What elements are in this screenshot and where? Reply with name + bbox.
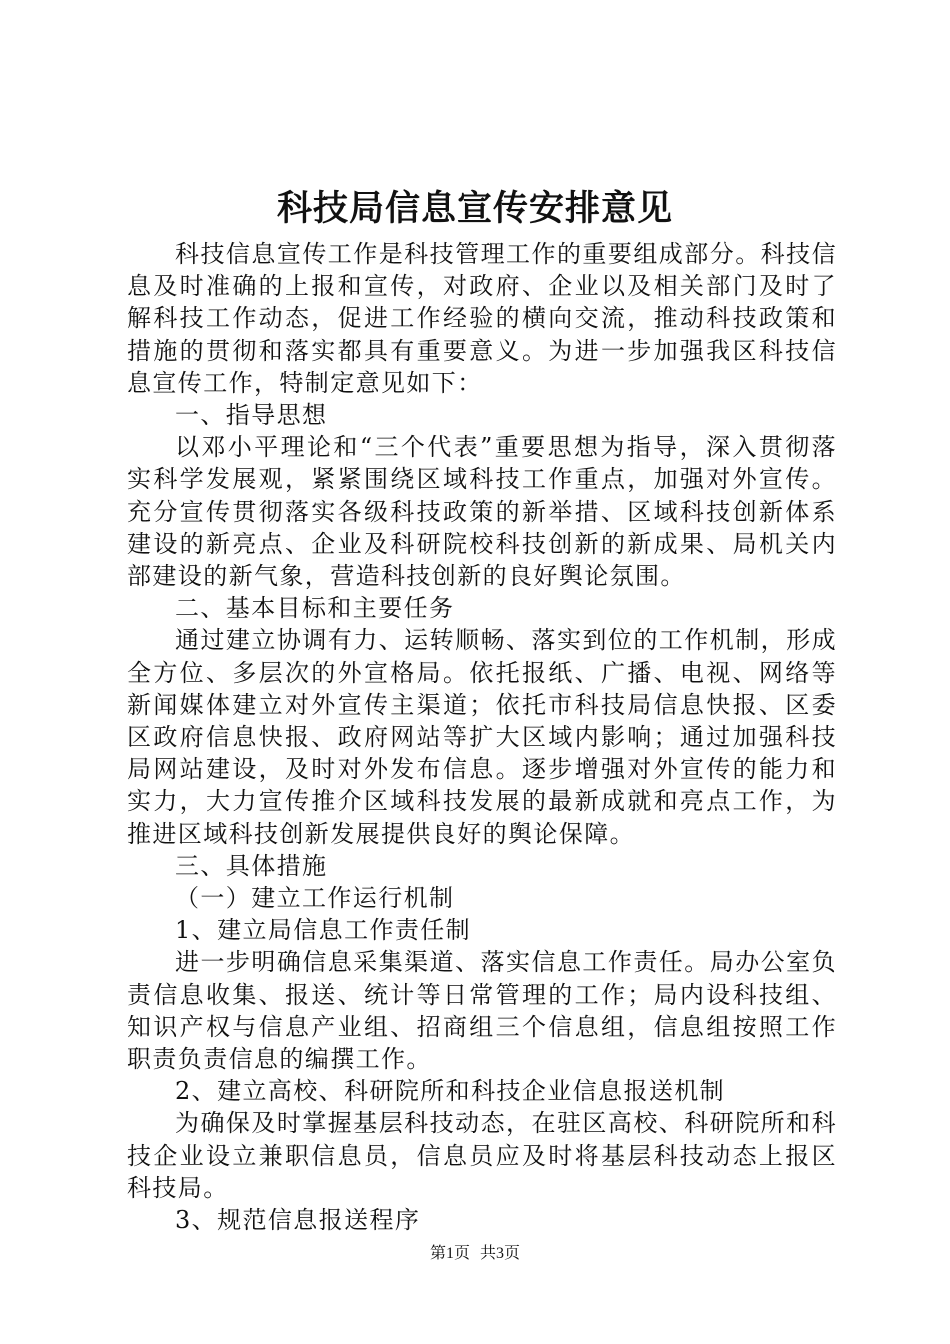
reporting-mechanism-paragraph: 为确保及时掌握基层科技动态，在驻区高校、科研院所和科技企业设立兼职信息员，信息员应及时将基层科技动态上报区科技局。 [127, 1109, 837, 1202]
page-footer [0, 1243, 950, 1265]
page-number: 第1页 [429, 1245, 470, 1262]
section-heading-guiding-ideology: 一、指导思想 [175, 401, 328, 430]
page-total: 共3页 [480, 1245, 521, 1262]
guiding-ideology-paragraph: 以邓小平理论和“三个代表”重要思想为指导，深入贯彻落实科学发展观，紧紧围绕区域科技工作重点，加强对外宣传。充分宣传贯彻落实各级科技政策的新举措、区域科技创新体系建设的新亮点、企业及科研院校科技创新的新成果、局机关内部建设的新气象，营造科技创新的良好舆论氛围。 [127, 433, 837, 591]
item-heading-responsibility: 1、建立局信息工作责任制 [175, 916, 472, 945]
document-body [127, 238, 837, 1236]
intro-paragraph: 科技信息宣传工作是科技管理工作的重要组成部分。科技信息及时准确的上报和宣传，对政府、企业以及相关部门及时了解科技工作动态，促进工作经验的横向交流，推动科技政策和措施的贯彻和落实都具有重要意义。为进一步加强我区科技信息宣传工作，特制定意见如下： [127, 240, 837, 397]
goals-tasks-paragraph: 通过建立协调有力、运转顺畅、落实到位的工作机制，形成全方位、多层次的外宣格局。依托报纸、广播、电视、网络等新闻媒体建立对外宣传主渠道；依托市科技局信息快报、区委区政府信息快报、政府网站等扩大区域内影响；通过加强科技局网站建设，及时对外发布信息。逐步增强对外宣传的能力和实力，大力宣传推介区域科技发展的最新成就和亮点工作，为推进区域科技创新发展提供良好的舆论保障。 [127, 626, 837, 848]
item-heading-reporting-procedure: 3、规范信息报送程序 [175, 1206, 421, 1235]
section-heading-goals-tasks: 二、基本目标和主要任务 [175, 594, 455, 623]
subsection-heading-mechanism: （一）建立工作运行机制 [175, 884, 455, 913]
responsibility-paragraph: 进一步明确信息采集渠道、落实信息工作责任。局办公室负责信息收集、报送、统计等日常管理的工作；局内设科技组、知识产权与信息产业组、招商组三个信息组，信息组按照工作职责负责信息的编撰工作。 [127, 948, 837, 1074]
section-heading-measures: 三、具体措施 [175, 851, 328, 880]
item-heading-reporting-mechanism: 2、建立高校、科研院所和科技企业信息报送机制 [175, 1077, 726, 1106]
document-title: 科技局信息宣传安排意见 [276, 188, 673, 229]
